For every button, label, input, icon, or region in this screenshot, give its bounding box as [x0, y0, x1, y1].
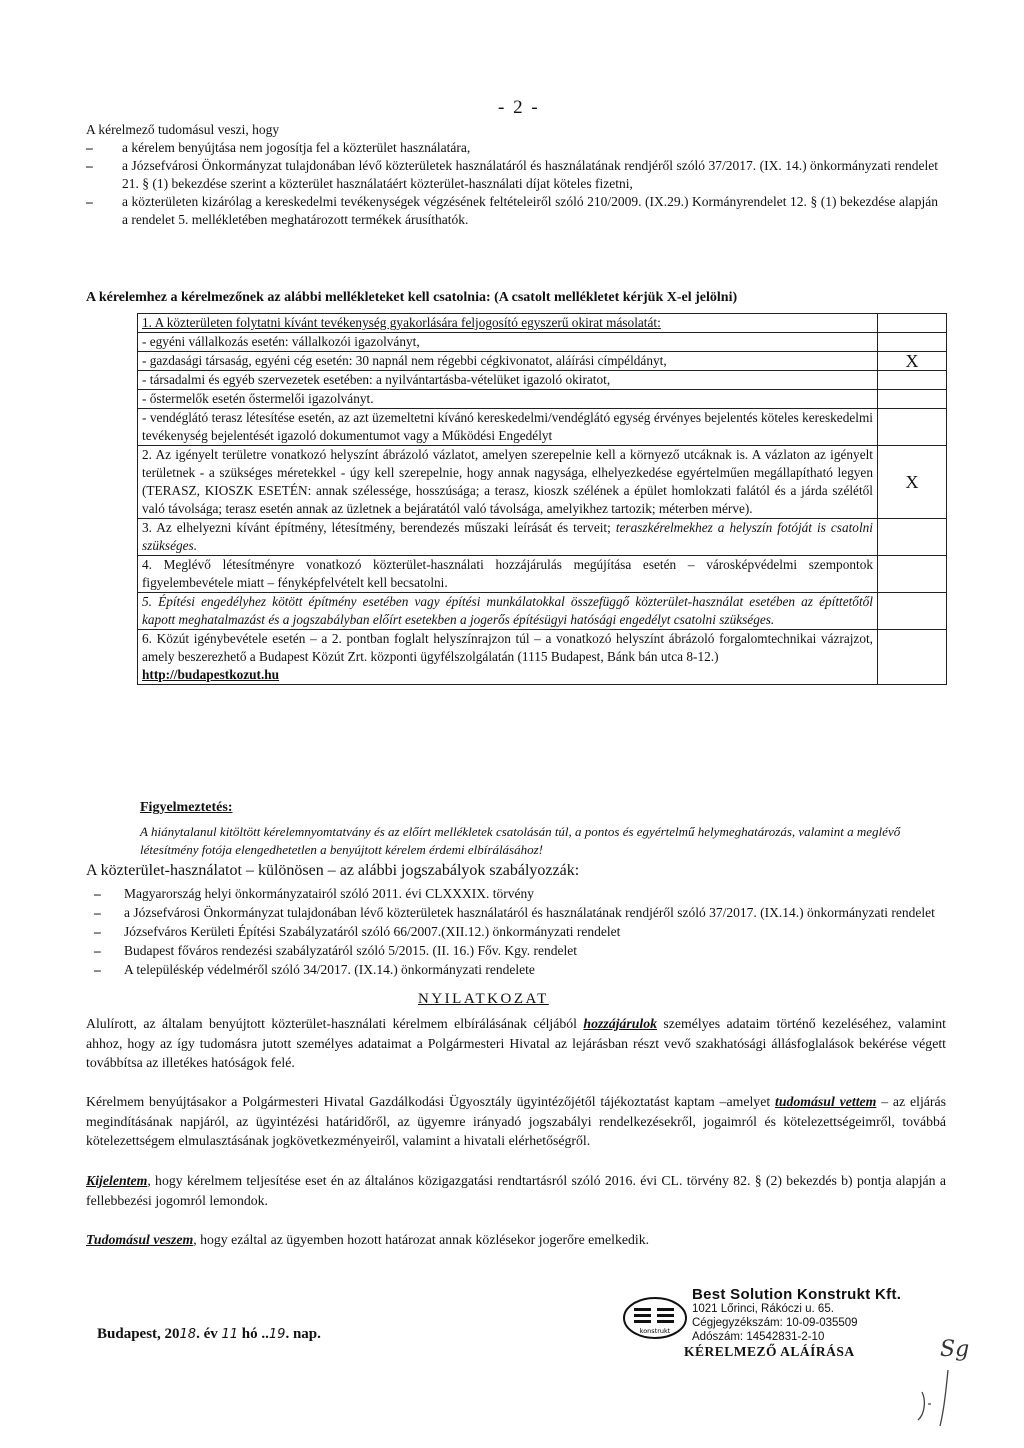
attachment-text: - egyéni vállalkozás esetén: vállalkozói igazolványt,: [138, 333, 878, 352]
laws-intro: A közterület-használatot – különösen – az alábbi jogszabályok szabályozzák:: [86, 862, 580, 879]
company-logo-icon: [622, 1296, 688, 1340]
warning-text: A hiánytalanul kitöltött kérelemnyomtatvány és az előírt mellékletek csatolásán túl, a pontos és egyértelmű helymeghatározás, valamint a meglévő létesítmény fotója elengedhetetlen a benyújtott kérelem érdemi elbírálásához!: [140, 824, 901, 857]
intro-section: [86, 121, 938, 229]
attachment-row: [138, 314, 947, 333]
attachments-table: [137, 313, 947, 685]
stamp-text: Best Solution Konstrukt Kft. 1021 Lőrinci, Rákóczi u. 65. Cégjegyzékszám: 10-09-035509 Adószám: 14542831-2-10: [692, 1286, 902, 1343]
attachment-mark-cell[interactable]: [878, 446, 947, 519]
attachment-text: 1. A közterületen folytatni kívánt tevékenység gyakorlására feljogosító egyszerű okirat másolatát:: [138, 314, 878, 333]
attachment-row: [138, 519, 947, 556]
attachment-mark-cell[interactable]: [878, 519, 947, 556]
attachment-mark-cell[interactable]: [878, 556, 947, 593]
date-line: Budapest, 2018. év 11 hó ..19. nap.: [97, 1326, 321, 1342]
law-item: – a Józsefvárosi Önkormányzat tulajdonában lévő közterületek használatáról és használatának rendjéről szóló 37/2017. (IX.14.) önkormányzati rendelet: [94, 903, 946, 922]
attachment-text: - őstermelők esetén őstermelői igazolványt.: [138, 390, 878, 409]
attachment-row: [138, 333, 947, 352]
intro-item: – a közterületen kizárólag a kereskedelmi tevékenységek végzésének feltételeiről szóló 210/2009. (IX.29.) Kormányrendelet 12. § (1) bekezdése alapján a rendelet 5. mellékletében meghatározott termékek árusíthatók.: [86, 193, 938, 229]
attachment-row: [138, 593, 947, 630]
intro-item: – a kérelem benyújtása nem jogosítja fel a közterület használatára,: [86, 139, 938, 157]
laws-list: [94, 884, 946, 979]
declaration-paragraph-consent: Alulírott, az általam benyújtott közterület-használati kérelmem elbírálásának céljából hozzájárulok személyes adataim történő kezeléséhez, valamint ahhoz, hogy az így tudomásra jutott személyes adataimat a Polgármesteri Hivatal az lejárásban részt vevő szakhatósági állásfoglalások bekérése végett továbbítsa az illetékes hatóságok felé.: [86, 1016, 946, 1070]
attachment-row: [138, 352, 947, 371]
declaration-paragraph-waiver: Kijelentem, hogy kérelmem teljesítése eset én az általános közigazgatási rendtartásról szóló 2016. évi CL. törvény 82. § (2) bekezdés b) pontja alapján a fellebbezési jogomról lemondok.: [86, 1173, 946, 1208]
svg-text:Sg: Sg: [940, 1337, 970, 1362]
intro-lead: A kérelmező tudomásul veszi, hogy: [86, 122, 280, 137]
attachment-text: - társadalmi és egyéb szervezetek esetében: a nyilvántartásba-vételüket igazoló okiratot,: [138, 371, 878, 390]
date-month[interactable]: 11: [221, 1327, 239, 1342]
law-item: – Magyarország helyi önkormányzatairól szóló 2011. évi CLXXXIX. törvény: [94, 884, 946, 903]
attachment-mark-cell[interactable]: [878, 333, 947, 352]
attachment-text: - gazdasági társaság, egyéni cég esetén: 30 napnál nem régebbi cégkivonatot, aláírási címpéldányt,: [138, 352, 878, 371]
attachment-row: [138, 371, 947, 390]
svg-text:konstrukt: konstrukt: [639, 1327, 671, 1335]
date-day[interactable]: 19: [268, 1327, 286, 1342]
intro-list: [86, 139, 938, 229]
attachments-heading: A kérelemhez a kérelmezőnek az alábbi mellékleteket kell csatolnia: (A csatolt mellékletet kérjük X-el jelölni): [86, 290, 738, 305]
attachment-row: [138, 390, 947, 409]
attachment-text: 2. Az igényelt területre vonatkozó helyszínt ábrázoló vázlatot, amelyen szerepelnie kell a környező utcáknak is. A vázlaton az igényelt területnek - a szükséges méretekkel - úgy kell szerepelnie, hogy annak nagysága, elhelyezkedése egyértelműen megállapítható legyen (TERASZ, KIOSZK ESETÉN: annak szélessége, hosszúsága; a terasz, kioszk szélének a épület homlokzati falától és a járda szélétől való távolsága; terasz esetén annak az üzletnek a bejáratától való távolsága, amelyikhez tartozik; méterben mérve).: [138, 446, 878, 519]
attachment-text: 6. Közút igénybevétele esetén – a 2. pontban foglalt helyszínrajzon túl – a vonatkozó helyszínt ábrázoló forgalomtechnikai vázrajzot, amely beszerezhető a Budapest Közút Zrt. központi ügyfélszolgálatán (1115 Budapest, Bánk bán utca 8-12.) http://budapestkozut.hu: [138, 630, 878, 685]
x-mark: X: [905, 351, 919, 371]
attachment-text: 3. Az elhelyezni kívánt építmény, létesítmény, berendezés műszaki leírását és terveit; teraszkérelmekhez a helyszín fotóját is csatolni szükséges.: [138, 519, 878, 556]
attachment-text: 4. Meglévő létesítményre vonatkozó közterület-használati hozzájárulás megújítása esetén – városképvédelmi szempontok figyelembevétele miatt – fényképfelvételt kell becsatolni.: [138, 556, 878, 593]
budapestkozut-link[interactable]: http://budapestkozut.hu: [142, 667, 280, 682]
declaration-paragraph-acknowledge: Tudomásul veszem, hogy ezáltal az ügyemben hozott határozat annak közlésekor jogerőre emelkedik.: [86, 1232, 650, 1247]
attachment-text: 5. Építési engedélyhez kötött építmény esetében vagy építési munkálatokkal összefüggő közterület-használat esetében az építtetőtől kapott meghatalmazást és a jogszabályban előírt esetekben a jogerős építésügyi hatósági engedélyt csatolni szükséges.: [138, 593, 878, 630]
attachment-mark-cell[interactable]: [878, 409, 947, 446]
attachment-mark-cell[interactable]: [878, 371, 947, 390]
page-number: - 2 -: [498, 97, 540, 118]
signature-label: KÉRELMEZŐ ALÁÍRÁSA: [684, 1344, 855, 1359]
attachment-row: [138, 630, 947, 685]
attachment-row: [138, 409, 947, 446]
attachment-mark-cell[interactable]: [878, 352, 947, 371]
warning-title: Figyelmeztetés:: [140, 800, 233, 815]
attachment-mark-cell[interactable]: [878, 314, 947, 333]
attachment-row: [138, 556, 947, 593]
law-item: – Józsefváros Kerületi Építési Szabályzatáról szóló 66/2007.(XII.12.) önkormányzati rendelet: [94, 922, 946, 941]
attachment-row: [138, 446, 947, 519]
attachment-mark-cell[interactable]: [878, 390, 947, 409]
attachment-text: - vendéglátó terasz létesítése esetén, az azt üzemeltetni kívánó kereskedelmi/vendéglátó egység érvényes bejelentés köteles kereskedelmi tevékenység bejelentését igazoló dokumentumot vagy a Működési Engedélyt: [138, 409, 878, 446]
law-item: – Budapest főváros rendezési szabályzatáról szóló 5/2015. (II. 16.) Főv. Kgy. rendelet: [94, 941, 946, 960]
attachment-mark-cell[interactable]: [878, 593, 947, 630]
declaration-paragraph-info: Kérelmem benyújtásakor a Polgármesteri Hivatal Gazdálkodási Ügyosztály ügyintézőjétől tájékoztatást kaptam –amelyet tudomásul vettem – az eljárás megindításának napjáról, az ügyintézési határidőről, az ügyemre irányadó jogszabályi rendelkezésekről, jogaimról és kötelezettségeimről, továbbá kötelezettségem elmulasztásának jogkövetkezményeiről, valamint a hivatali elérhetőségről.: [86, 1094, 947, 1148]
intro-item: – a Józsefvárosi Önkormányzat tulajdonában lévő közterületek használatáról és használatának rendjéről szóló 37/2017. (IX. 14.) önkormányzati rendelet 21. § (1) bekezdése szerint a közterület használatáért közterület-használati díjat köteles fizetni,: [86, 157, 938, 193]
attachment-mark-cell[interactable]: [878, 630, 947, 685]
law-item: – A településkép védelméről szóló 34/2017. (IX.14.) önkormányzati rendelete: [94, 960, 946, 979]
date-year[interactable]: 18: [179, 1327, 197, 1342]
declaration-title: NYILATKOZAT: [418, 991, 549, 1007]
signature-icon: [870, 1330, 980, 1430]
x-mark: X: [905, 472, 919, 492]
